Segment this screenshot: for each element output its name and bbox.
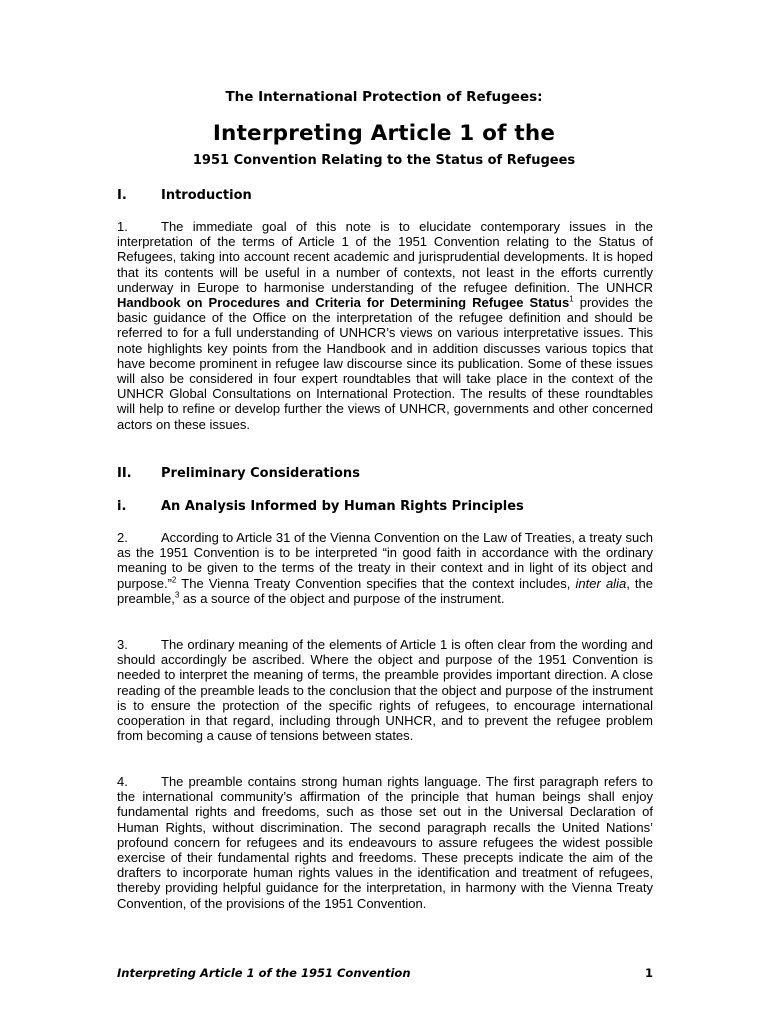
subtitle: 1951 Convention Relating to the Status of Refugees [192,153,576,168]
main-title: Interpreting Article 1 of the [212,121,556,146]
section-title: Introduction [161,188,252,203]
latin-term: inter alia [575,575,627,591]
paragraph-text: The preamble contains strong human rights language. The first paragraph refers to the international community’s affirmation of the principle that human beings shall enjoy fundamental rights and freedoms, such as those set out in the Universal Declaration of Human Rights, without discrimination. The second paragraph recalls the United Nations’ profound concern for refugees and its endeavours to assure refugees the widest possible exercise of their fundamental rights and freedoms. These precepts indicate the aim of the drafters to incorporate human rights values in the identification and treatment of refugees, thereby providing helpful guidance for the interpretation, in harmony with the Vienna Treaty Convention, of the provisions of the 1951 Convention. [117,774,653,911]
section-title: An Analysis Informed by Human Rights Principles [161,499,524,514]
paragraph-text: The immediate goal of this note is to elucidate contemporary issues in the interpretation of the terms of Article 1 of the 1951 Convention relating to the Status of Refugees, taking into account recent academic and jurisprudential developments. It is hoped that its contents will be useful in a number of contexts, not least in the efforts currently underway in Europe to harmonise understanding of the refugee definition. The UNHCR [117,219,653,295]
section-number: i. [117,499,127,514]
section-title: Preliminary Considerations [161,466,360,481]
paragraph-text: According to Article 31 of the Vienna Convention on the Law of Treaties, a treaty such as the 1951 Convention is to be interpreted “in good faith in accordance with the ordinary meaning to be given to the terms of the treaty in their context and in light of its object and purpose.” [117,530,653,591]
paragraph-number: 2. [117,530,128,545]
paragraph-number: 3. [117,637,128,652]
subsection-heading-human-rights [117,499,524,514]
page-number: 1 [644,966,653,980]
paragraph-text: , the preamble, [117,575,653,606]
paragraph-number: 4. [117,774,128,789]
paragraph-text: The Vienna Treaty Convention specifies that the context includes, [176,575,576,591]
paragraph-number: 1. [117,219,128,234]
section-number: I. [117,188,127,203]
paragraph-text: The ordinary meaning of the elements of Article 1 is often clear from the wording and should accordingly be ascribed. Where the object and purpose of the 1951 Convention is needed to interpret the meaning of terms, the preamble provides important direction. A close reading of the preamble leads to the conclusion that the object and purpose of the instrument is to ensure the protection of the specific rights of refugees, to encourage international cooperation in that regard, including through UNHCR, and to prevent the refugee problem from becoming a cause of tensions between states. [117,637,653,744]
footnote-ref-3[interactable]: 3 [174,590,180,600]
footnote-ref-1[interactable]: 1 [569,294,574,304]
paragraph-1 [117,219,653,432]
section-number: II. [117,466,132,481]
paragraph-4 [117,774,653,911]
handbook-title: Handbook on Procedures and Criteria for Determining Refugee Status [117,295,570,311]
footer-title: Interpreting Article 1 of the 1951 Convention [117,966,411,980]
footnote-ref-2[interactable]: 2 [171,575,177,585]
paragraph-3 [117,637,653,743]
section-heading-preliminary [117,466,360,481]
header-title: The International Protection of Refugees: [225,89,543,105]
page-footer [117,966,653,980]
paragraph-2 [117,530,653,606]
section-heading-introduction [117,188,252,203]
paragraph-text: as a source of the object and purpose of the instrument. [179,590,505,606]
paragraph-text: provides the basic guidance of the Office on the interpretation of the refugee definition and should be referred to for a full understanding of UNHCR’s views on various interpretative issues. This note highlights key points from the Handbook and in addition discusses various topics that have become prominent in refugee law discourse since its publication. Some of these issues will also be considered in four expert roundtables that will take place in the context of the UNHCR Global Consultations on International Protection. The results of these roundtables will help to refine or develop further the views of UNHCR, governments and other concerned actors on these issues. [117,295,654,432]
